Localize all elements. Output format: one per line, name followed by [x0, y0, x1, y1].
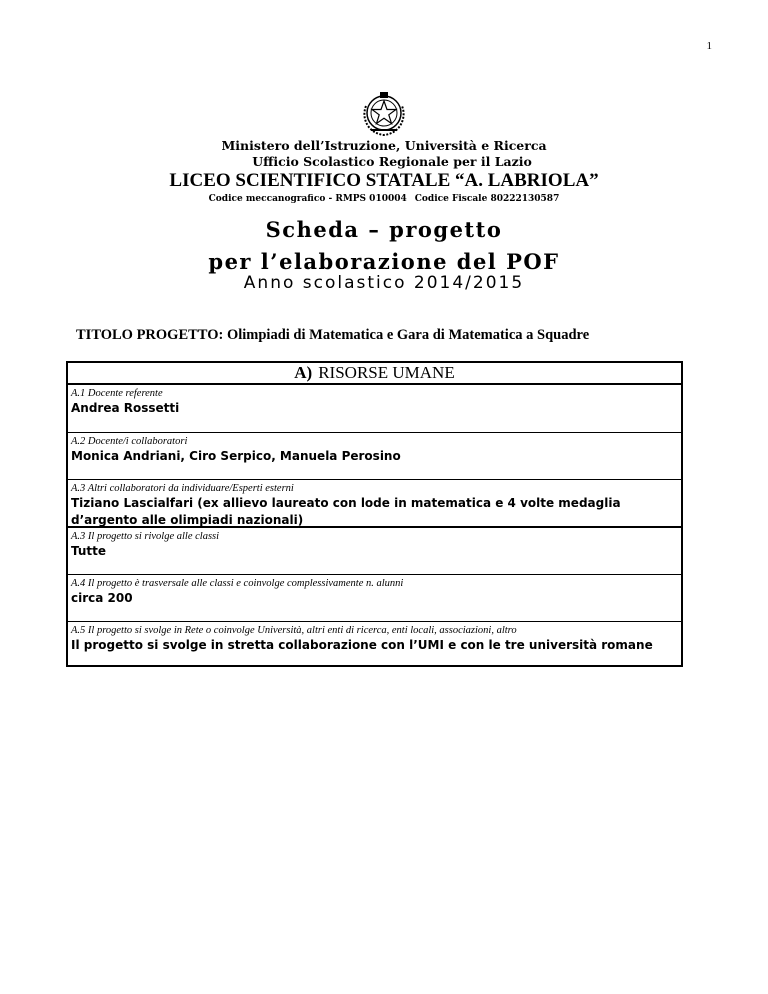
table-row: [68, 433, 681, 480]
row-label: A.1 Docente referente: [71, 388, 163, 399]
italian-republic-emblem-icon: [358, 86, 410, 138]
row-value: Andrea Rossetti: [71, 401, 180, 415]
row-value: Monica Andriani, Ciro Serpico, Manuela Perosino: [71, 449, 401, 463]
table-row: [68, 622, 681, 667]
table-row: [68, 480, 681, 528]
row-label: A.4 Il progetto è trasversale alle classi e coinvolge complessivamente n. alunni: [71, 578, 404, 589]
section-heading: [68, 363, 681, 385]
row-value: Tiziano Lascialfari (ex allievo laureato con lode in matematica e 4 volte medaglia d’argento alle olimpiadi nazionali): [71, 496, 621, 527]
row-label: A.5 Il progetto si svolge in Rete o coinvolge Università, altri enti di ricerca, enti locali, associazioni, altro: [71, 625, 517, 636]
regional-office-name: Ufficio Scolastico Regionale per il Lazio: [252, 154, 532, 169]
row-label: A.2 Docente/i collaboratori: [71, 436, 188, 447]
table-row: [68, 528, 681, 575]
row-value: Il progetto si svolge in stretta collaborazione con l’UMI e con le tre università romane: [71, 638, 653, 652]
row-label: A.3 Altri collaboratori da individuare/Esperti esterni: [71, 483, 294, 494]
section-title: RISORSE UMANE: [318, 363, 455, 382]
project-title: TITOLO PROGETTO: Olimpiadi di Matematica e Gara di Matematica a Squadre: [76, 327, 590, 343]
document-subtitle: per l’elaborazione del POF: [208, 249, 560, 274]
tax-code: Codice Fiscale 80222130587: [414, 194, 560, 204]
row-value: circa 200: [71, 591, 133, 605]
school-name: LICEO SCIENTIFICO STATALE “A. LABRIOLA”: [169, 170, 599, 191]
row-value: Tutte: [71, 544, 107, 558]
document-title: Scheda – progetto: [265, 217, 503, 242]
human-resources-table: [66, 361, 683, 667]
section-letter: A): [294, 363, 313, 382]
mechanographic-code: Codice meccanografico - RMPS 010004: [208, 194, 407, 204]
page-number: 1: [706, 40, 712, 52]
ministry-name: Ministero dell’Istruzione, Università e Ricerca: [221, 138, 547, 153]
school-codes: [0, 194, 768, 204]
table-row: [68, 575, 681, 622]
table-row: [68, 385, 681, 433]
school-year: Anno scolastico 2014/2015: [243, 273, 525, 293]
row-label: A.3 Il progetto si rivolge alle classi: [71, 531, 220, 542]
